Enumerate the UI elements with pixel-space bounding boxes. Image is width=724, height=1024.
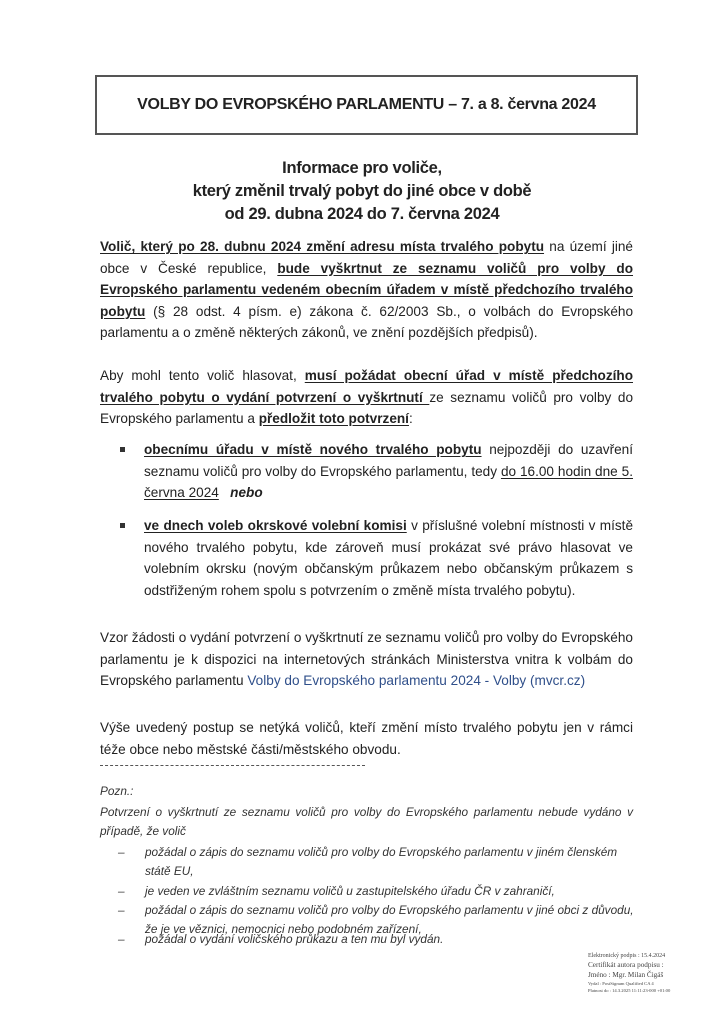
p2-bold-1: musí požádat obecní úřad v místě předchozího trvalého pobytu o vydání potvrzení o vyškrtnutí bbox=[100, 368, 633, 405]
square-bullet-icon bbox=[120, 447, 125, 452]
note-list-item bbox=[118, 843, 635, 881]
note-list-item bbox=[118, 930, 635, 949]
bullet-1-bold: obecnímu úřadu v místě nového trvalého pobytu bbox=[144, 442, 482, 457]
separator-line bbox=[100, 765, 365, 766]
note-intro: Potvrzení o vyškrtnutí ze seznamu voličů pro volby do Evropského parlamentu nebude vydáno v případě, že volič bbox=[100, 805, 633, 838]
subtitle-line-2: který změnil trvalý pobyt do jiné obce v době bbox=[192, 182, 532, 200]
p1-text-1: na území jiné obce v České republice, bbox=[100, 239, 633, 276]
bullet-2-bold: ve dnech voleb okrskové volební komisi bbox=[144, 518, 407, 533]
paragraph-1 bbox=[100, 236, 633, 344]
dash-bullet-icon: – bbox=[118, 884, 125, 898]
p2-text-1: Aby mohl tento volič hlasovat, bbox=[100, 368, 305, 383]
paragraph-3 bbox=[100, 627, 633, 692]
bullet-item bbox=[144, 515, 633, 601]
note-heading: Pozn.: bbox=[100, 784, 134, 798]
dash-bullet-icon: – bbox=[118, 903, 125, 917]
document-title: VOLBY DO EVROPSKÉHO PARLAMENTU – 7. a 8. června 2024 bbox=[137, 96, 596, 113]
stamp-line-3: Jméno : Mgr. Milan Čigáš bbox=[588, 971, 664, 979]
p1-text-2: (§ 28 odst. 4 písm. e) zákona č. 62/2003 Sb., o volbách do Evropského parlamentu a o změně některých zákonů, ve znění pozdějších předpisů). bbox=[100, 303, 633, 340]
note-item-text: požádal o zápis do seznamu voličů pro volby do Evropského parlamentu v jiném členském státě EU, bbox=[145, 845, 618, 878]
note-item-text: požádal o vydání voličského průkazu a ten mu byl vydán. bbox=[145, 932, 444, 946]
stamp-line-5: Platnost do : 14.3.2025 11:11:23-000 +01:00 bbox=[588, 988, 671, 993]
electronic-signature-stamp bbox=[588, 952, 688, 994]
p2-text-3: : bbox=[408, 411, 413, 426]
stamp-line-1: Elektronický podpis : 15.4.2024 bbox=[588, 953, 666, 959]
bullet-item bbox=[144, 439, 633, 504]
p2-bold-2: předložit toto potvrzení bbox=[258, 411, 409, 426]
stamp-line-2: Certifikát autora podpisu : bbox=[588, 961, 664, 969]
p3-text: Vzor žádosti o vydání potvrzení o vyškrtnutí ze seznamu voličů pro volby do Evropského parlamentu je k dispozici na internetových stránkách Ministerstva vnitra k volbám do Evropského parlamentu bbox=[100, 630, 633, 688]
dash-bullet-icon: – bbox=[118, 845, 125, 859]
document-title-box bbox=[95, 75, 638, 135]
note-item-text: požádal o zápis do seznamu voličů pro volby do Evropského parlamentu v jiné obci z důvodu, že je ve věznici, nemocnici nebo podobném zařízení, bbox=[145, 903, 634, 936]
bullet-2-text: v příslušné volební místnosti v místě nového trvalého pobytu, kde zároveň musí prokázat své právo hlasovat ve volebním okrsku (novým občanským průkazem nebo občanským průkazem s odstřiženým rohem spolu s potvrzením o změně místa trvalého pobytu). bbox=[144, 518, 634, 598]
p2-text-2: ze seznamu voličů pro volby do Evropského parlamentu a bbox=[100, 389, 634, 426]
dash-bullet-icon: – bbox=[118, 932, 125, 946]
document-subtitle bbox=[0, 157, 724, 226]
paragraph-2 bbox=[100, 365, 633, 430]
subtitle-line-3: od 29. dubna 2024 do 7. června 2024 bbox=[224, 205, 500, 223]
mvcr-link[interactable]: Volby do Evropského parlamentu 2024 - Volby (mvcr.cz) bbox=[247, 673, 586, 688]
bullet-1-text: nejpozději do uzavření seznamu voličů pro volby do Evropského parlamentu, tedy bbox=[144, 442, 633, 479]
note-item-text: je veden ve zvláštním seznamu voličů u zastupitelského úřadu ČR v zahraničí, bbox=[145, 884, 555, 898]
paragraph-4 bbox=[100, 717, 633, 760]
note-list-item bbox=[118, 882, 635, 901]
p1-bold-2: bude vyškrtnut ze seznamu voličů pro volby do Evropského parlamentu vedeném obecním úřadem v místě předchozího trvalého pobytu bbox=[100, 260, 634, 319]
p1-bold-1: Volič, který po 28. dubnu 2024 změní adresu místa trvalého pobytu bbox=[100, 239, 545, 254]
p4-text: Výše uvedený postup se netýká voličů, kteří změní místo trvalého pobytu jen v rámci téže obce nebo městské části/městského obvodu. bbox=[100, 720, 633, 757]
subtitle-line-1: Informace pro voliče, bbox=[282, 159, 442, 177]
square-bullet-icon bbox=[120, 523, 125, 528]
stamp-line-4: Vydal : PostSignum Qualified CA 4 bbox=[588, 981, 654, 986]
bullet-1-deadline: do 16.00 hodin dne 5. června 2024 bbox=[144, 463, 633, 500]
bullet-1-emphasis: nebo bbox=[230, 485, 263, 500]
